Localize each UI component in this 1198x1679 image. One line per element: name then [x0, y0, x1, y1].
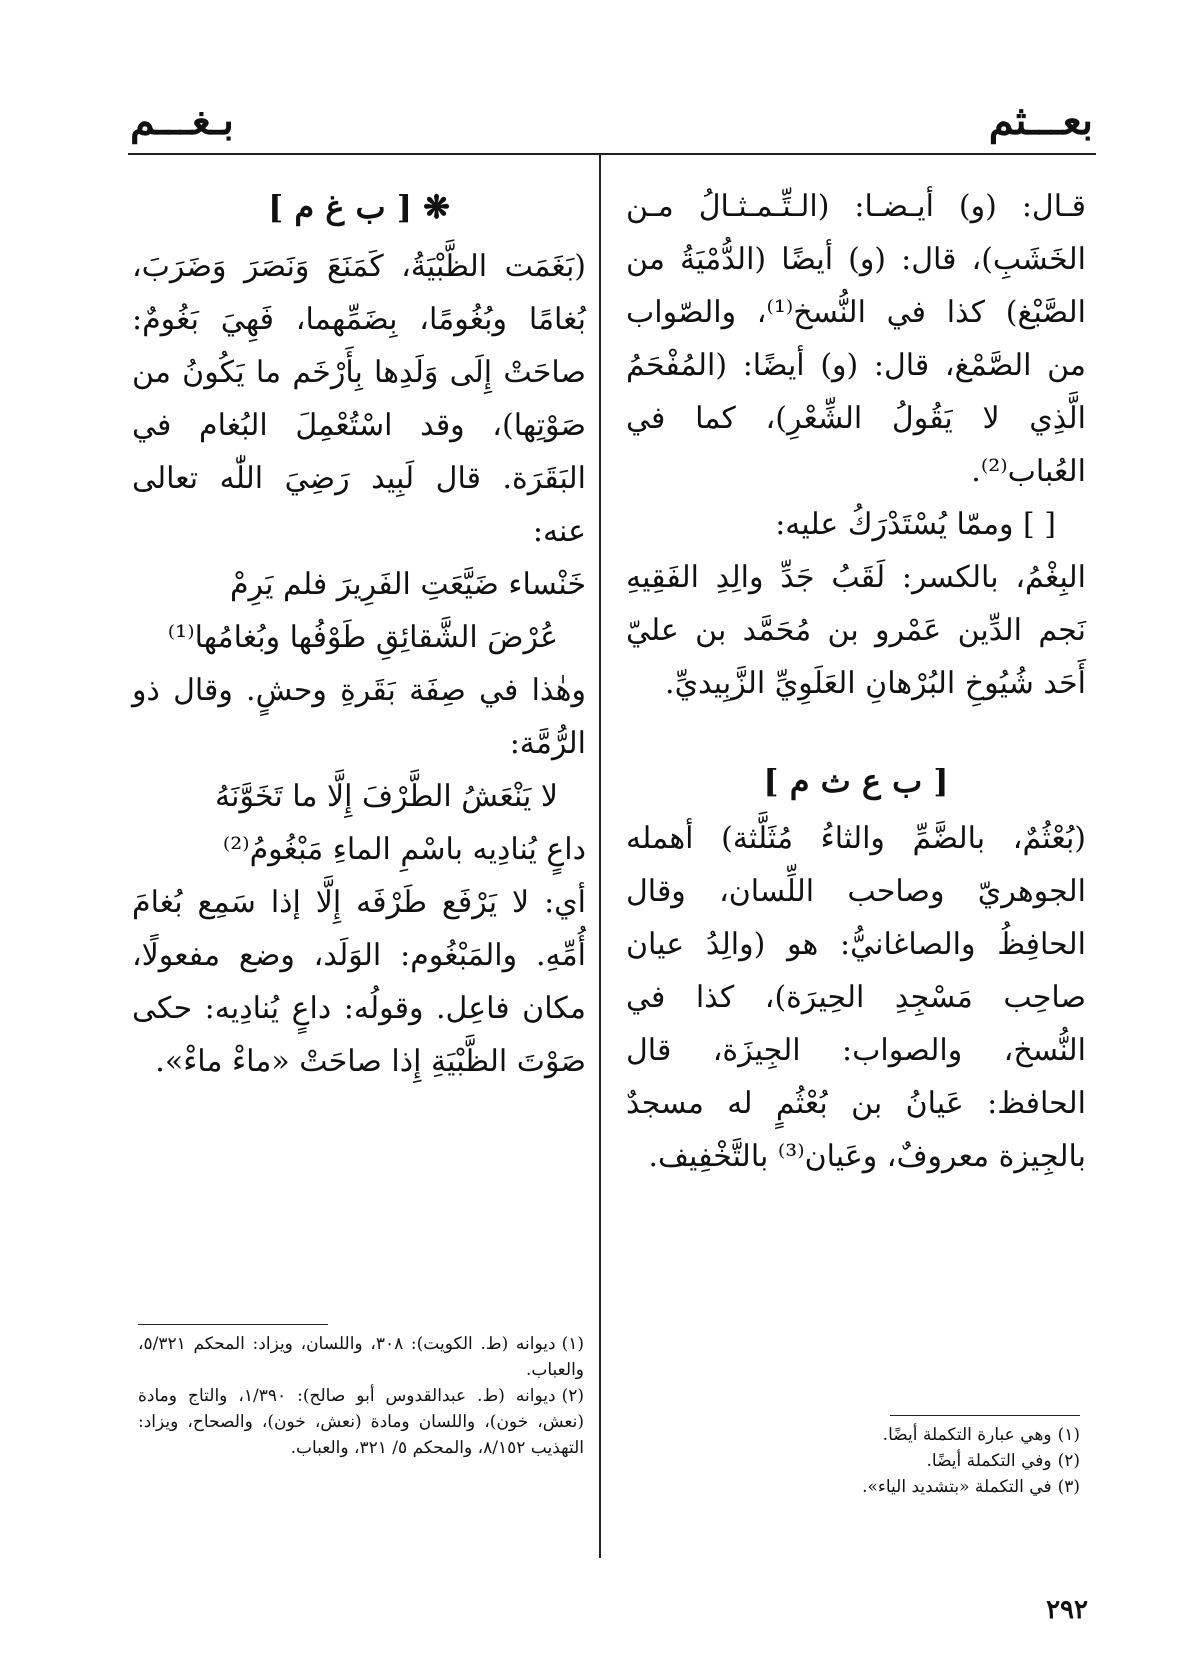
footnote [138, 1383, 584, 1461]
footnote-text: ديوانه (ط. عبدالقدوس أبو صالح): ١/٣٩٠، والتاج ومادة (نعش، خون)، واللسان ومادة (نعش، خون)، والصحاح، ويزاد: التهذيب ٨/١٥٢، والمحكم ٥/ ٣٢١، والعباب. [138, 1386, 584, 1458]
footnote-text: وهي عبارة التكملة أيضًا. [882, 1425, 1052, 1445]
entry-text: (بَغَمَت الظَّبْيَةُ، كَمَنَعَ وَنَصَرَ وَضَرَبَ، بُغامًا وبُغُومًا، بِضَمِّهما، فَهِيَ بَغُومٌ: صاحَتْ إِلَى وَلَدِها بِأَرْخَم ما يَكُونُ من صَوْتِها)، وقد اسْتُعْمِلَ البُغام في البَقَرَة. قال لَبِيد رَضِيَ اللّٰه تعالى عنه: [132, 249, 586, 549]
footnote-rule [138, 1324, 328, 1325]
footnote [138, 1331, 584, 1383]
right-column [626, 180, 1086, 1183]
entry-heading: [ ب ع ث م ] [763, 762, 949, 800]
verse-line: خَنْساء ضَيَّعَتِ الفَرِيرَ فلم يَرِمْ [229, 567, 586, 602]
verse-line: داعٍ يُنادِيه باسْمِ الماءِ مَبْغُومُ⁽²⁾ [222, 832, 586, 867]
entry-text: البِغْمُ، بالكسر: لَقَبُ جَدِّ والِدِ الفَقِيهِ نَجم الدِّين عَمْرو بن مُحَمَّد بن عليّ أَحَد شُيُوخِ البُرْهانِ العَلَوِيِّ الزَّبِيديِّ. [626, 560, 1086, 701]
header-rule [128, 153, 1096, 155]
footnote-number: (١) [1057, 1425, 1080, 1445]
footnote-text: وفي التكملة أيضًا. [926, 1451, 1052, 1471]
footnote-number: (٢) [561, 1386, 584, 1406]
left-column [132, 180, 586, 1088]
footnotes-left [138, 1324, 584, 1461]
verse-line: عُرْضَ الشَّقائِقِ طَوْفُها وبُغامُها⁽¹⁾ [167, 620, 558, 655]
entry-text: أي: لا يَرْفَع طَرْفَه إِلَّا إذا سَمِع بُغامَ أُمِّهِ. والمَبْغُوم: الوَلَد، وضع مفعولًا، مكان فاعِل. وقولُه: داعٍ يُنادِيه: حكى صَوْتَ الظَّبْيَةِ إِذا صاحَتْ «ماءْ ماءْ». [132, 885, 586, 1079]
footnote [640, 1422, 1080, 1448]
footnote-rule [890, 1415, 1080, 1416]
footnote-text: في التكملة «بتشديد الياء». [862, 1477, 1052, 1497]
addendum-intro: [ ] وممّا يُسْتَدْرَكُ عليه: [775, 507, 1056, 542]
column-divider [599, 155, 601, 1558]
page-number: ٢٩٢ [1046, 1595, 1088, 1625]
footnotes-right [640, 1415, 1080, 1500]
footnote-number: (١) [561, 1334, 584, 1354]
entry-text: قـال: (و) أيـضـا: (الـتِّـمـثـالُ مـن الخَشَبِ)، قال: (و) أيضًا (الدُّمْيَةُ من الصَّبْغ) كذا في النُّسخ⁽¹⁾، والصّواب من الصَّمْغ، قال: (و) أيضًا: (المُفْحَمُ الَّذِي لا يَقُولُ الشِّعْرِ)، كما في العُباب⁽²⁾. [626, 189, 1087, 489]
footnote [640, 1474, 1080, 1500]
footnote [640, 1448, 1080, 1474]
entry-text: وهٰذا في صِفَة بَقَرةِ وحشٍ. وقال ذو الرُّمَّة: [132, 673, 586, 761]
verse-line: لا يَنْعَشُ الطَّرْفَ إِلَّا ما تَخَوَّنَهُ [215, 779, 558, 814]
entry-text: (بُعْثُمٌ، بالضَّمِّ والثاءُ مُثَلَّثة) أهمله الجوهريّ وصاحب اللِّسان، وقال الحافِظُ والصاغانيُّ: هو (والِدُ عيان صاحِب مَسْجِدِ الحِيرَة)، كذا في النُّسخ، والصواب: الجِيزَة، قال الحافظ: عَيانُ بن بُعْثُمٍ له مسجدٌ بالجِيزة معروفٌ، وعَيان⁽³⁾ بالتَّخْفِيف. [626, 821, 1086, 1174]
footnote-number: (٢) [1057, 1451, 1080, 1471]
footnote-number: (٣) [1057, 1477, 1080, 1497]
header-left-entry: بـغـــم [130, 97, 234, 144]
entry-heading: ❋ [ ب غ م ] [268, 188, 450, 226]
header-right-entry: بعـــثم [988, 97, 1093, 144]
footnote-text: ديوانه (ط. الكويت): ٣٠٨، واللسان، ويزاد: المحكم ٥/٣٢١، والعباب. [138, 1334, 584, 1380]
